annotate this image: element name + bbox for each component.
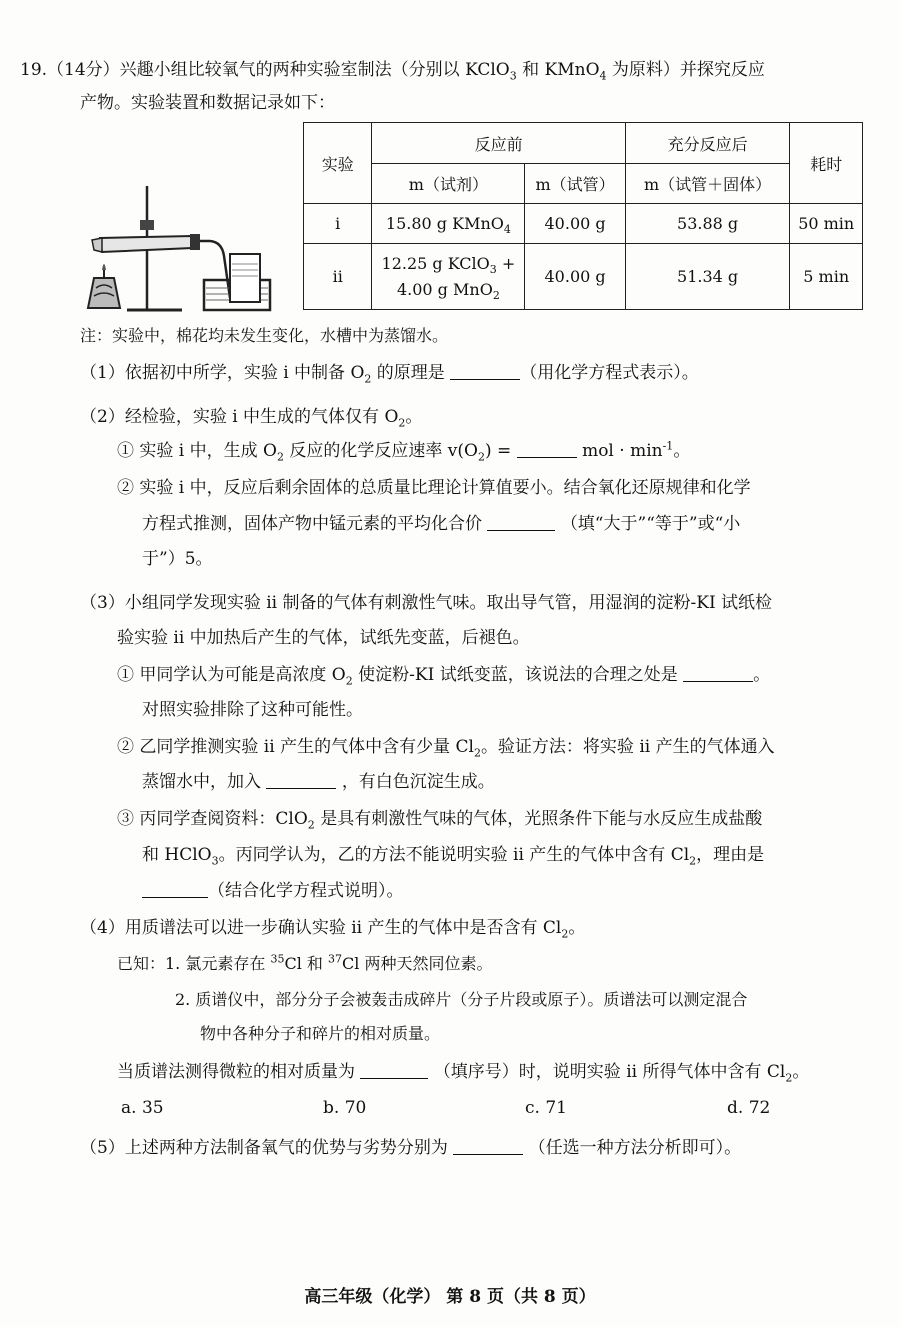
header-mass-tube-solid: m（试管＋固体） [625, 164, 790, 204]
header-time: 耗时 [790, 123, 863, 204]
row-tube-mass: 40.00 g [525, 204, 625, 244]
row-after-mass: 51.34 g [625, 244, 790, 310]
table-row [304, 204, 863, 244]
q3-sub3-line3: （结合化学方程式说明）。 [142, 879, 404, 903]
q2-valence-blank[interactable] [487, 512, 555, 531]
header-before: 反应前 [372, 123, 625, 164]
q3-explain-blank[interactable] [142, 879, 208, 898]
q5-text: （5）上述两种方法制备氧气的优势与劣势分别为 （任选一种方法分析即可）。 [80, 1138, 742, 1158]
q3-stem-line1: （3）小组同学发现实验 ii 制备的气体有刺激性气味。取出导气管，用湿润的淀粉-KI 试纸检 [80, 593, 773, 613]
q4-known1: 已知：1. 氯元素存在 $^{35}$Cl 和 $^{37}$Cl 两种天然同位素。 [117, 952, 493, 973]
row-after-mass: 53.88 g [625, 204, 790, 244]
q2-rate-blank[interactable] [517, 439, 577, 458]
table-row [304, 244, 863, 310]
data-table [303, 122, 863, 310]
q1-text: （1）依据初中所学，实验 i 中制备 $O_2$ 的原理是 （用化学方程式表示）。 [80, 363, 699, 386]
q2-sub2-line1: ② 实验 i 中，反应后剩余固体的总质量比理论计算值要小。结合氧化还原规律和化学 [117, 478, 751, 498]
q4-option-d[interactable]: d. 72 [727, 1098, 771, 1118]
q3-stem-line2: 验实验 ii 中加热后产生的气体，试纸先变蓝，后褪色。 [117, 628, 530, 648]
header-mass-tube: m（试管） [525, 164, 625, 204]
q4-ask: 当质谱法测得微粒的相对质量为 （填序号）时，说明实验 ii 所得气体中含有 $Cl_2$。 [117, 1062, 810, 1085]
q2-stem: （2）经检验，实验 i 中生成的气体仅有 $O_2$。 [80, 407, 423, 430]
q3-sub3-line2: 和 HClO$_3$。丙同学认为，乙的方法不能说明实验 ii 产生的气体中含有 $Cl_2$，理由是 [142, 845, 765, 868]
apparatus-figure [72, 178, 297, 320]
row-exp-label: ii [304, 244, 372, 310]
q4-known2-line1: 2. 质谱仪中，部分分子会被轰击成碎片（分子片段或原子）。质谱法可以测定混合 [175, 990, 748, 1009]
q4-option-a[interactable]: a. 35 [121, 1098, 164, 1118]
row-time: 5 min [790, 244, 863, 310]
row-time: 50 min [790, 204, 863, 244]
q4-option-b[interactable]: b. 70 [323, 1098, 367, 1118]
header-experiment: 实验 [304, 123, 372, 204]
q3-sub1-line2: 对照实验排除了这种可能性。 [142, 700, 363, 720]
q4-stem: （4）用质谱法可以进一步确认实验 ii 产生的气体中是否含有 $Cl_2$。 [80, 918, 586, 941]
question-intro-line2: 产物。实验装置和数据记录如下： [80, 93, 335, 113]
q3-sub1: ① 甲同学认为可能是高浓度 $O_2$ 使淀粉-KI 试纸变蓝，该说法的合理之处是 。 [117, 665, 771, 688]
row-tube-mass: 40.00 g [525, 244, 625, 310]
row-reagent: 12.25 g KClO$_3$ + 4.00 g MnO$_2$ [372, 244, 525, 310]
q2-sub2-line2: 方程式推测，固体产物中锰元素的平均化合价 （填“大于”“等于”或“小 [142, 514, 741, 534]
q4-known2-line2: 物中各种分子和碎片的相对质量。 [200, 1024, 441, 1043]
table-note: 注：实验中，棉花均未发生变化，水槽中为蒸馏水。 [80, 326, 449, 345]
q3-sub2-line2: 蒸馏水中，加入 ，有白色沉淀生成。 [142, 772, 495, 792]
row-exp-label: i [304, 204, 372, 244]
page-footer: 高三年级（化学） 第 8 页（共 8 页） [304, 1287, 596, 1307]
q2-sub2-line3: 于”）5。 [142, 549, 213, 569]
question-number: 19. [20, 60, 48, 80]
header-after: 充分反应后 [625, 123, 790, 164]
header-mass-reagent: m（试剂） [372, 164, 525, 204]
row-reagent: 15.80 g KMnO$_4$ [372, 204, 525, 244]
q3-sub3: ③ 丙同学查阅资料：ClO$_2$ 是具有刺激性气味的气体，光照条件下能与水反应生成盐酸 [117, 809, 763, 832]
question-intro-line1: 19.（14分）兴趣小组比较氧气的两种实验室制法（分别以 KClO$_3$ 和 KMnO$_4$ 为原料）并探究反应 [20, 60, 765, 83]
q3-reason-blank[interactable] [683, 663, 753, 682]
q4-answer-blank[interactable] [360, 1060, 428, 1079]
q4-option-c[interactable]: c. 71 [525, 1098, 567, 1118]
q5-answer-blank[interactable] [453, 1136, 523, 1155]
q3-reagent-blank[interactable] [266, 770, 336, 789]
q1-answer-blank[interactable] [450, 361, 520, 380]
q3-sub2: ② 乙同学推测实验 ii 产生的气体中含有少量 $Cl_2$。验证方法：将实验 ii 产生的气体通入 [117, 737, 775, 760]
q2-sub1: ① 实验 i 中，生成 $O_2$ 反应的化学反应速率 $v(O_2)$ = mol · $\min^{-1}$。 [117, 439, 691, 464]
